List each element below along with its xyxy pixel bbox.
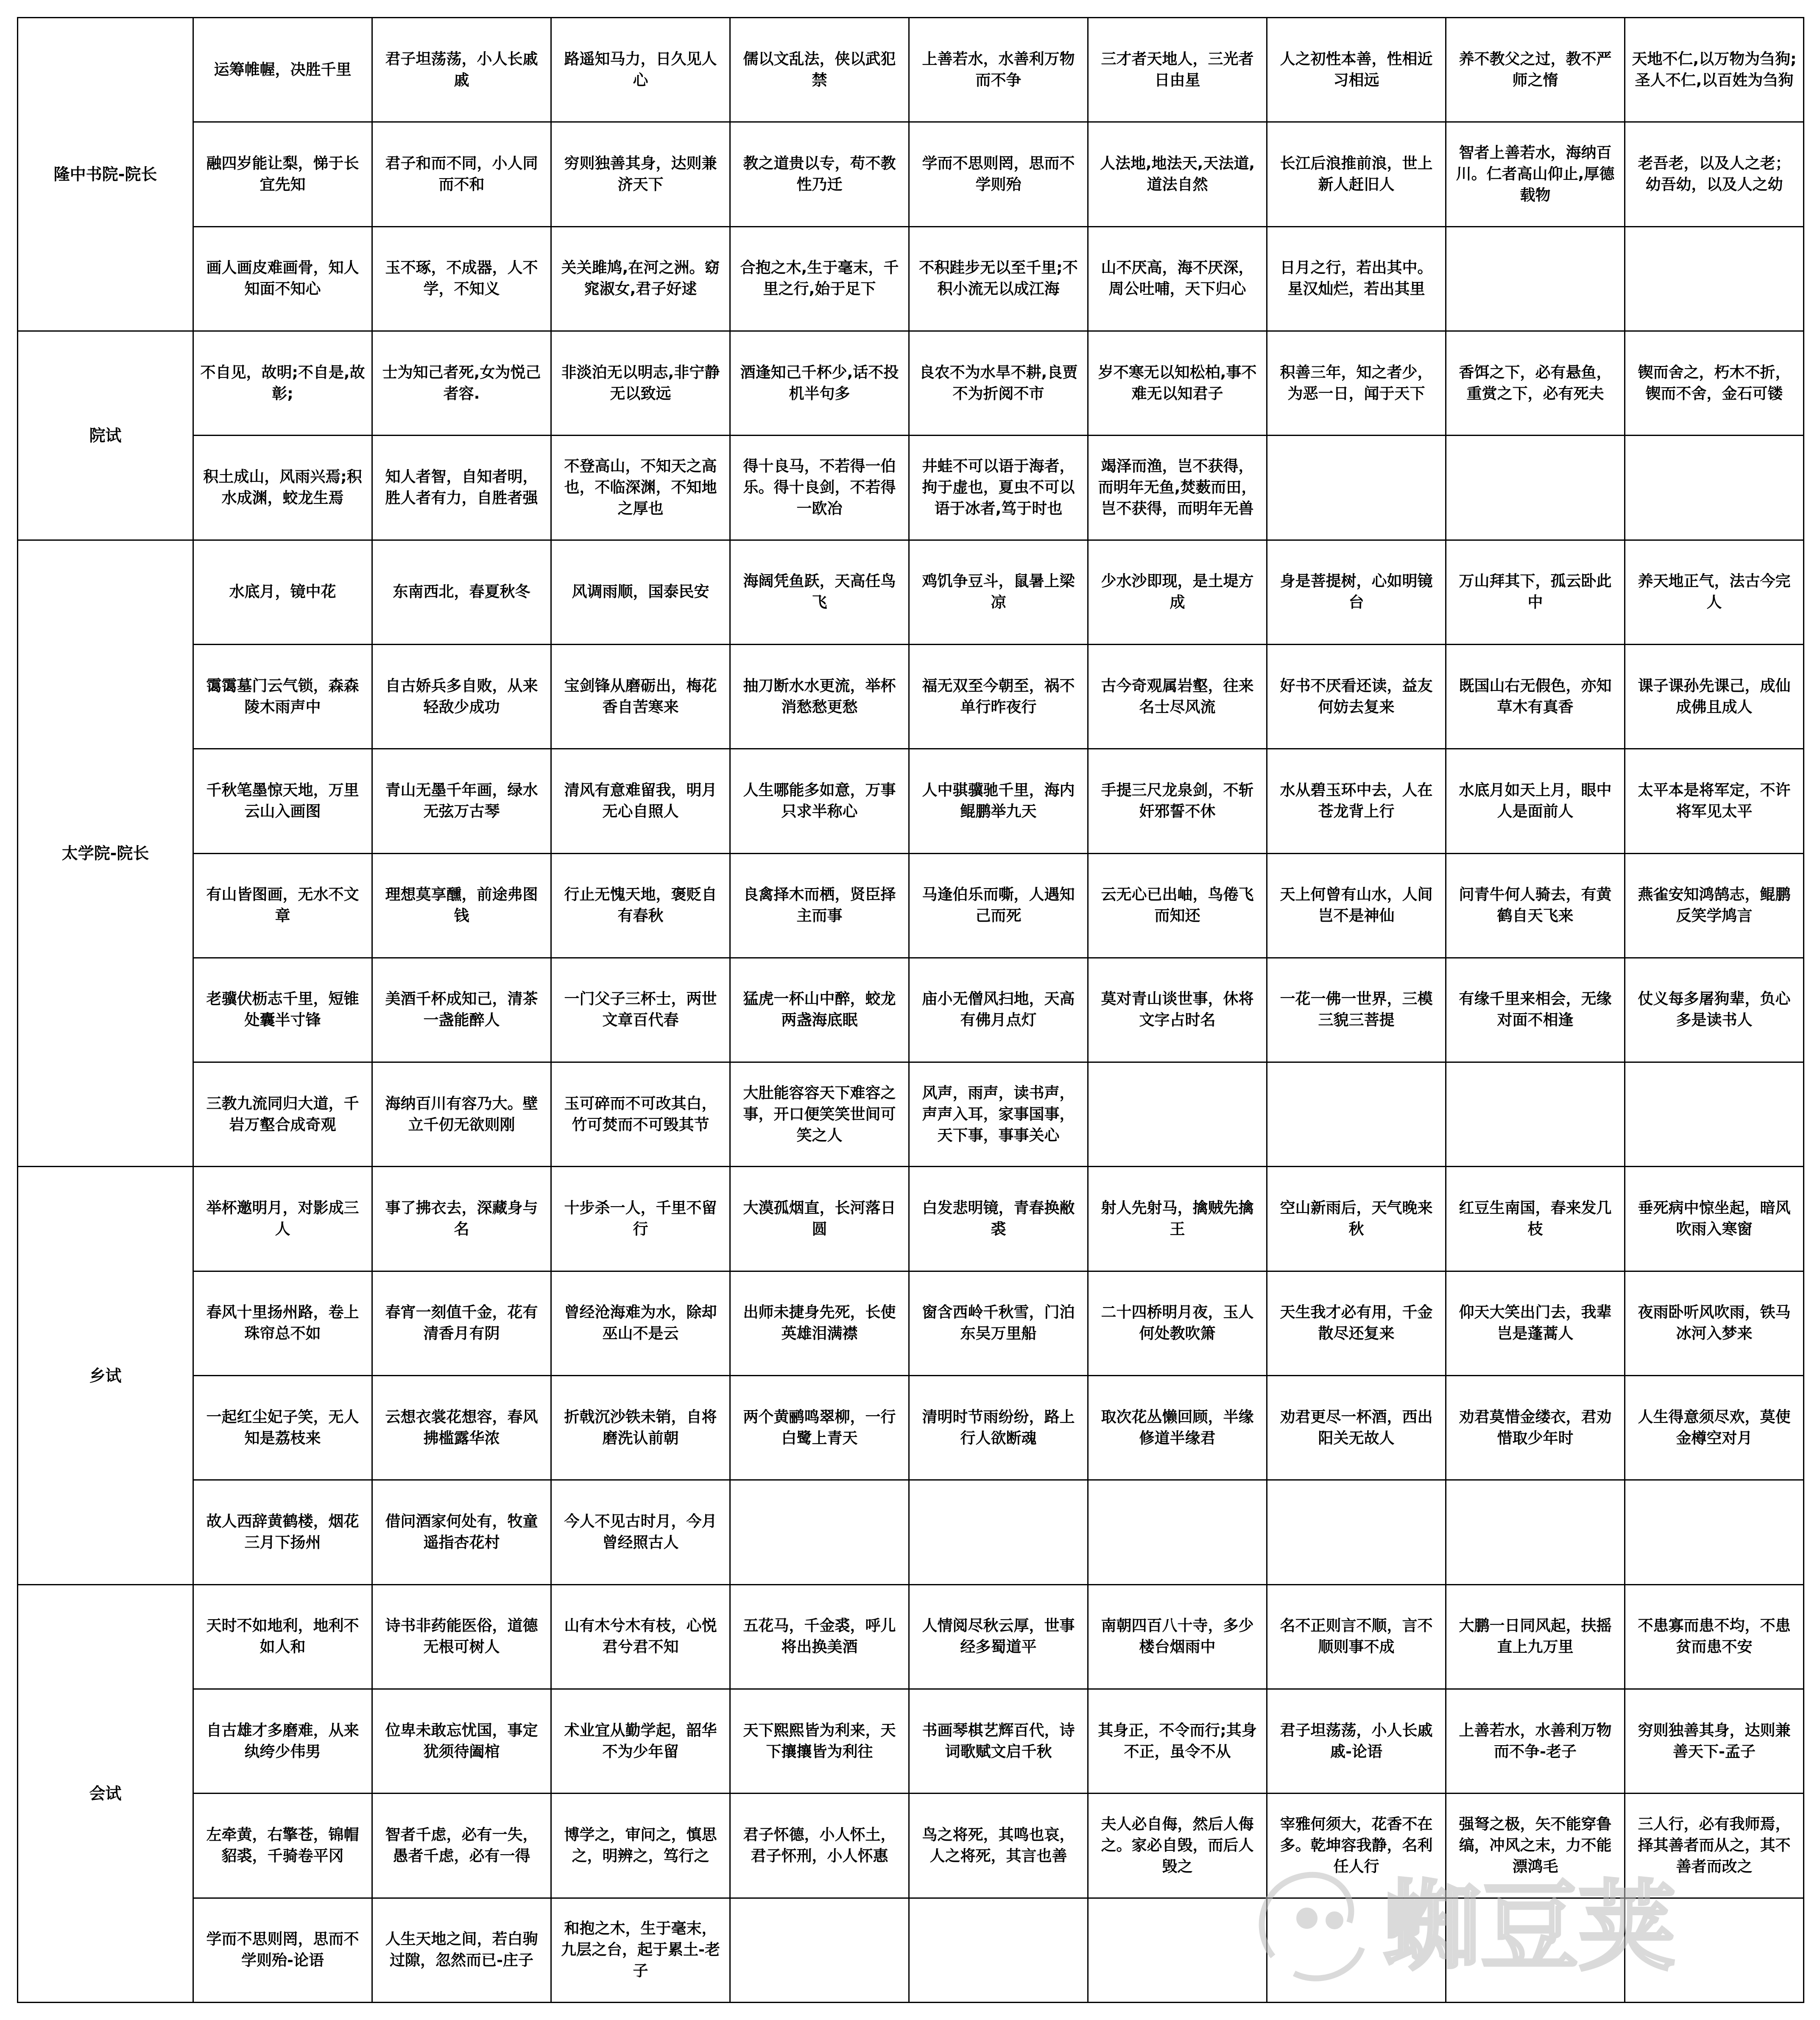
table-cell: 天上何曾有山水，人间岂不是神仙 xyxy=(1267,853,1446,958)
table-cell: 宰雅何须大，花香不在多。乾坤容我静，名利任人行 xyxy=(1267,1794,1446,1898)
table-cell xyxy=(730,1898,909,2002)
table-row xyxy=(18,436,1804,540)
table-cell: 海阔凭鱼跃，天高任鸟飞 xyxy=(730,540,909,644)
table-cell: 东南西北，春夏秋冬 xyxy=(372,540,551,644)
table-cell: 五花马，千金裘，呼儿将出换美酒 xyxy=(730,1584,909,1689)
table-cell: 十步杀一人，千里不留行 xyxy=(551,1167,730,1271)
table-row xyxy=(18,1480,1804,1584)
table-cell: 天时不如地利，地利不如人和 xyxy=(193,1584,372,1689)
table-cell: 太平本是将军定，不许将军见太平 xyxy=(1625,749,1804,853)
table-cell xyxy=(1625,1062,1804,1167)
table-cell xyxy=(1088,1480,1267,1584)
table-cell: 穷则独善其身，达则兼善天下-孟子 xyxy=(1625,1689,1804,1794)
table-cell: 垂死病中惊坐起，暗风吹雨入寒窗 xyxy=(1625,1167,1804,1271)
table-cell: 仰天大笑出门去，我辈岂是蓬蒿人 xyxy=(1446,1271,1625,1375)
table-cell xyxy=(1446,1480,1625,1584)
table-cell: 玉可碎而不可改其白，竹可焚而不可毁其节 xyxy=(551,1062,730,1167)
table-cell: 酒逢知己千杯少,话不投机半句多 xyxy=(730,331,909,435)
table-cell: 长江后浪推前浪，世上新人赶旧人 xyxy=(1267,122,1446,226)
table-cell: 君子怀德，小人怀土，君子怀刑，小人怀惠 xyxy=(730,1794,909,1898)
table-row xyxy=(18,749,1804,853)
table-cell: 锲而舍之，朽木不折，锲而不舍，金石可镂 xyxy=(1625,331,1804,435)
table-cell: 射人先射马，擒贼先擒王 xyxy=(1088,1167,1267,1271)
table-cell: 不积跬步无以至千里;不积小流无以成江海 xyxy=(909,226,1088,331)
table-cell: 左牵黄，右擎苍，锦帽貂裘，千骑卷平冈 xyxy=(193,1794,372,1898)
section-label: 院试 xyxy=(18,331,193,540)
table-cell: 马逢伯乐而嘶，人遇知己而死 xyxy=(909,853,1088,958)
table-cell: 竭泽而渔，岂不获得，而明年无鱼,焚薮而田，岂不获得，而明年无兽 xyxy=(1088,436,1267,540)
table-cell: 不登高山，不知天之高也，不临深渊，不知地之厚也 xyxy=(551,436,730,540)
table-cell: 大漠孤烟直，长河落日圆 xyxy=(730,1167,909,1271)
table-cell: 福无双至今朝至，祸不单行昨夜行 xyxy=(909,644,1088,749)
table-cell: 三人行，必有我师焉，择其善者而从之，其不善者而改之 xyxy=(1625,1794,1804,1898)
table-cell: 三才者天地人，三光者日由星 xyxy=(1088,18,1267,122)
table-cell: 夜雨卧听风吹雨，铁马冰河入梦来 xyxy=(1625,1271,1804,1375)
table-cell: 燕雀安知鸿鹄志，鲲鹏反笑学鸠言 xyxy=(1625,853,1804,958)
table-cell: 清明时节雨纷纷，路上行人欲断魂 xyxy=(909,1376,1088,1480)
table-cell: 君子坦荡荡，小人长戚戚 xyxy=(372,18,551,122)
table-cell xyxy=(1625,1898,1804,2002)
table-cell: 积土成山，风雨兴焉;积水成渊，蛟龙生焉 xyxy=(193,436,372,540)
table-cell: 庙小无僧风扫地，天高有佛月点灯 xyxy=(909,958,1088,1062)
table-cell: 好书不厌看还读，益友何妨去复来 xyxy=(1267,644,1446,749)
table-cell: 自古雄才多磨难，从来纨绔少伟男 xyxy=(193,1689,372,1794)
table-cell xyxy=(1267,1898,1446,2002)
table-cell: 知人者智，自知者明，胜人者有力，自胜者强 xyxy=(372,436,551,540)
table-cell: 两个黄鹂鸣翠柳，一行白鹭上青天 xyxy=(730,1376,909,1480)
table-cell: 问青牛何人骑去，有黄鹤自天飞来 xyxy=(1446,853,1625,958)
table-cell: 手提三尺龙泉剑，不斩奸邪誓不休 xyxy=(1088,749,1267,853)
table-cell: 学而不思则罔，思而不学则殆-论语 xyxy=(193,1898,372,2002)
table-cell: 一花一佛一世界，三模三貌三菩提 xyxy=(1267,958,1446,1062)
table-cell: 理想莫享醺，前途弗图钱 xyxy=(372,853,551,958)
table-row xyxy=(18,958,1804,1062)
table-cell xyxy=(1625,436,1804,540)
table-cell: 智者上善若水，海纳百川。仁者高山仰止,厚德载物 xyxy=(1446,122,1625,226)
table-cell: 少水沙即现，是土堤方成 xyxy=(1088,540,1267,644)
table-cell: 山不厌高，海不厌深，周公吐哺，天下归心 xyxy=(1088,226,1267,331)
table-cell: 关关雎鸠,在河之洲。窈窕淑女,君子好逑 xyxy=(551,226,730,331)
table-row xyxy=(18,1689,1804,1794)
table-cell: 行止无愧天地，褒贬自有春秋 xyxy=(551,853,730,958)
table-cell: 学而不思则罔，思而不学则殆 xyxy=(909,122,1088,226)
table-cell: 一起红尘妃子笑，无人知是荔枝来 xyxy=(193,1376,372,1480)
table-row xyxy=(18,1898,1804,2002)
table-cell: 儒以文乱法，侠以武犯禁 xyxy=(730,18,909,122)
table-cell: 人情阅尽秋云厚，世事经多蜀道平 xyxy=(909,1584,1088,1689)
table-cell xyxy=(909,1898,1088,2002)
table-cell: 一门父子三杯士，两世文章百代春 xyxy=(551,958,730,1062)
table-cell: 合抱之木,生于毫末，千里之行,始于足下 xyxy=(730,226,909,331)
table-cell xyxy=(1267,1062,1446,1167)
section-label: 乡试 xyxy=(18,1167,193,1584)
table-cell: 今人不见古时月，今月曾经照古人 xyxy=(551,1480,730,1584)
table-cell: 风调雨顺，国泰民安 xyxy=(551,540,730,644)
table-cell: 身是菩提树，心如明镜台 xyxy=(1267,540,1446,644)
table-row xyxy=(18,1271,1804,1375)
table-cell: 春风十里扬州路，卷上珠帘总不如 xyxy=(193,1271,372,1375)
table-cell: 天地不仁,以万物为刍狗;圣人不仁,以百姓为刍狗 xyxy=(1625,18,1804,122)
table-cell xyxy=(1446,1898,1625,2002)
table-cell: 养不教父之过，教不严师之惰 xyxy=(1446,18,1625,122)
table-cell: 上善若水，水善利万物而不争-老子 xyxy=(1446,1689,1625,1794)
table-cell: 得十良马，不若得一伯乐。得十良剑，不若得一欧冶 xyxy=(730,436,909,540)
table-cell: 上善若水，水善利万物而不争 xyxy=(909,18,1088,122)
table-cell: 老骥伏枥志千里，短锥处囊半寸锋 xyxy=(193,958,372,1062)
table-cell: 曾经沧海难为水，除却巫山不是云 xyxy=(551,1271,730,1375)
table-cell: 鸟之将死，其鸣也哀，人之将死，其言也善 xyxy=(909,1794,1088,1898)
table-row xyxy=(18,1584,1804,1689)
table-cell: 水底月如天上月，眼中人是面前人 xyxy=(1446,749,1625,853)
table-cell: 人中骐骥驰千里，海内鲲鹏举九天 xyxy=(909,749,1088,853)
table-cell: 位卑未敢忘忧国，事定犹须待阖棺 xyxy=(372,1689,551,1794)
section-label: 太学院-院长 xyxy=(18,540,193,1167)
table-cell xyxy=(1088,1898,1267,2002)
table-cell: 不自见，故明;不自是,故彰; xyxy=(193,331,372,435)
table-cell: 举杯邀明月，对影成三人 xyxy=(193,1167,372,1271)
table-cell xyxy=(1267,436,1446,540)
table-cell: 君子和而不同，小人同而不和 xyxy=(372,122,551,226)
watermark-text: 蜘豆荚 xyxy=(1383,1871,1676,1984)
table-row xyxy=(18,226,1804,331)
table-cell: 事了拂衣去，深藏身与名 xyxy=(372,1167,551,1271)
table-cell: 香饵之下，必有悬鱼，重赏之下，必有死夫 xyxy=(1446,331,1625,435)
table-cell: 智者千虑，必有一失，愚者千虑，必有一得 xyxy=(372,1794,551,1898)
table-cell: 名不正则言不顺，言不顺则事不成 xyxy=(1267,1584,1446,1689)
table-row xyxy=(18,1062,1804,1167)
table-cell: 千秋笔墨惊天地，万里云山入画图 xyxy=(193,749,372,853)
table-cell: 日月之行，若出其中。星汉灿烂，若出其里 xyxy=(1267,226,1446,331)
table-cell xyxy=(730,1480,909,1584)
table-cell: 莫对青山谈世事，休将文字占时名 xyxy=(1088,958,1267,1062)
table-cell: 诗书非药能医俗，道德无根可树人 xyxy=(372,1584,551,1689)
table-cell: 借问酒家何处有，牧童遥指杏花村 xyxy=(372,1480,551,1584)
table-cell: 博学之，审问之，慎思之，明辨之，笃行之 xyxy=(551,1794,730,1898)
table-row xyxy=(18,122,1804,226)
couplet-table xyxy=(17,17,1804,2003)
table-cell: 有山皆图画，无水不文章 xyxy=(193,853,372,958)
table-cell: 其身正，不令而行;其身不正，虽令不从 xyxy=(1088,1689,1267,1794)
table-cell: 强弩之极，矢不能穿鲁缟，冲风之末，力不能漂鸿毛 xyxy=(1446,1794,1625,1898)
table-cell: 红豆生南国，春来发几枝 xyxy=(1446,1167,1625,1271)
table-cell: 取次花丛懒回顾，半缘修道半缘君 xyxy=(1088,1376,1267,1480)
table-cell: 既国山右无假色，亦知草木有真香 xyxy=(1446,644,1625,749)
table-cell: 出师未捷身先死，长使英雄泪满襟 xyxy=(730,1271,909,1375)
table-cell: 水底月，镜中花 xyxy=(193,540,372,644)
table-cell: 老吾老，以及人之老；幼吾幼，以及人之幼 xyxy=(1625,122,1804,226)
table-cell: 君子坦荡荡，小人长戚戚-论语 xyxy=(1267,1689,1446,1794)
table-cell: 夫人必自侮，然后人侮之。家必自毁，而后人毁之 xyxy=(1088,1794,1267,1898)
table-cell: 不患寡而患不均，不患贫而患不安 xyxy=(1625,1584,1804,1689)
table-cell: 折戟沉沙铁未销，自将磨洗认前朝 xyxy=(551,1376,730,1480)
table-row xyxy=(18,1376,1804,1480)
table-cell: 霭霭墓门云气锁，森森陵木雨声中 xyxy=(193,644,372,749)
table-cell: 白发悲明镜，青春换敝裘 xyxy=(909,1167,1088,1271)
table-cell: 劝君更尽一杯酒，西出阳关无故人 xyxy=(1267,1376,1446,1480)
table-cell: 养天地正气，法古今完人 xyxy=(1625,540,1804,644)
table-cell: 二十四桥明月夜，玉人何处教吹箫 xyxy=(1088,1271,1267,1375)
table-cell: 空山新雨后，天气晚来秋 xyxy=(1267,1167,1446,1271)
table-cell: 课子课孙先课己，成仙成佛且成人 xyxy=(1625,644,1804,749)
table-cell: 云想衣裳花想容，春风拂槛露华浓 xyxy=(372,1376,551,1480)
table-cell: 南朝四百八十寺，多少楼台烟雨中 xyxy=(1088,1584,1267,1689)
table-cell: 人生哪能多如意，万事只求半称心 xyxy=(730,749,909,853)
table-cell: 人之初性本善，性相近习相远 xyxy=(1267,18,1446,122)
table-cell xyxy=(1625,1480,1804,1584)
table-cell: 山有木兮木有枝，心悦君兮君不知 xyxy=(551,1584,730,1689)
table-cell xyxy=(1446,226,1625,331)
table-cell xyxy=(1267,1480,1446,1584)
table-row xyxy=(18,644,1804,749)
table-cell: 玉不琢，不成器，人不学，不知义 xyxy=(372,226,551,331)
table-cell: 三教九流同归大道，千岩万壑合成奇观 xyxy=(193,1062,372,1167)
table-cell: 良禽择木而栖，贤臣择主而事 xyxy=(730,853,909,958)
table-cell: 鸡饥争豆斗，鼠暑上梁凉 xyxy=(909,540,1088,644)
table-cell: 非淡泊无以明志,非宁静无以致远 xyxy=(551,331,730,435)
section-label: 隆中书院-院长 xyxy=(18,18,193,331)
section-label: 会试 xyxy=(18,1584,193,2002)
table-cell: 青山无墨千年画，绿水无弦万古琴 xyxy=(372,749,551,853)
table-cell: 风声，雨声，读书声，声声入耳，家事国事，天下事，事事关心 xyxy=(909,1062,1088,1167)
table-cell: 士为知己者死,女为悦己者容. xyxy=(372,331,551,435)
table-cell: 云无心已出岫，鸟倦飞而知还 xyxy=(1088,853,1267,958)
table-cell: 术业宜从勤学起，韶华不为少年留 xyxy=(551,1689,730,1794)
table-cell: 春宵一刻值千金，花有清香月有阴 xyxy=(372,1271,551,1375)
table-cell: 画人画皮难画骨，知人知面不知心 xyxy=(193,226,372,331)
table-cell: 书画琴棋艺辉百代，诗词歌赋文启千秋 xyxy=(909,1689,1088,1794)
table-cell: 水从碧玉环中去，人在苍龙背上行 xyxy=(1267,749,1446,853)
table-cell: 抽刀断水水更流，举杯消愁愁更愁 xyxy=(730,644,909,749)
table-cell: 猛虎一杯山中醉，蛟龙两盏海底眠 xyxy=(730,958,909,1062)
table-cell: 故人西辞黄鹤楼，烟花三月下扬州 xyxy=(193,1480,372,1584)
table-cell xyxy=(1088,1062,1267,1167)
table-cell xyxy=(1446,1062,1625,1167)
table-row xyxy=(18,1794,1804,1898)
table-cell: 劝君莫惜金缕衣，君劝惜取少年时 xyxy=(1446,1376,1625,1480)
table-cell: 有缘千里来相会，无缘对面不相逢 xyxy=(1446,958,1625,1062)
table-cell: 古今奇观属岩壑，往来名士尽风流 xyxy=(1088,644,1267,749)
table-cell: 宝剑锋从磨砺出，梅花香自苦寒来 xyxy=(551,644,730,749)
table-cell xyxy=(1446,436,1625,540)
table-row xyxy=(18,1167,1804,1271)
table-cell xyxy=(909,1480,1088,1584)
table-cell: 和抱之木，生于毫末，九层之台，起于累土-老子 xyxy=(551,1898,730,2002)
table-cell: 良农不为水旱不耕,良贾不为折阅不市 xyxy=(909,331,1088,435)
table-cell: 大肚能容容天下难容之事，开口便笑笑世间可笑之人 xyxy=(730,1062,909,1167)
table-row xyxy=(18,540,1804,644)
table-cell: 运筹帷幄，决胜千里 xyxy=(193,18,372,122)
table-cell: 积善三年，知之者少，为恶一日，闻于天下 xyxy=(1267,331,1446,435)
table-cell: 美酒千杯成知己，清茶一盏能醉人 xyxy=(372,958,551,1062)
table-cell: 天下熙熙皆为利来，天下攘攘皆为利往 xyxy=(730,1689,909,1794)
table-cell: 人生天地之间，若白驹过隙，忽然而已-庄子 xyxy=(372,1898,551,2002)
table-row xyxy=(18,18,1804,122)
table-cell: 窗含西岭千秋雪，门泊东吴万里船 xyxy=(909,1271,1088,1375)
table-cell xyxy=(1625,226,1804,331)
table-cell: 大鹏一日同风起，扶摇直上九万里 xyxy=(1446,1584,1625,1689)
table-cell: 清风有意难留我，明月无心自照人 xyxy=(551,749,730,853)
table-cell: 人生得意须尽欢，莫使金樽空对月 xyxy=(1625,1376,1804,1480)
table-cell: 井蛙不可以语于海者，拘于虚也，夏虫不可以语于冰者,笃于时也 xyxy=(909,436,1088,540)
table-cell: 海纳百川有容乃大。壁立千仞无欲则刚 xyxy=(372,1062,551,1167)
table-cell: 万山拜其下，孤云卧此中 xyxy=(1446,540,1625,644)
table-cell: 路遥知马力，日久见人心 xyxy=(551,18,730,122)
table-cell: 岁不寒无以知松柏,事不难无以知君子 xyxy=(1088,331,1267,435)
table-cell: 融四岁能让梨，悌于长宜先知 xyxy=(193,122,372,226)
table-cell: 人法地,地法天,天法道,道法自然 xyxy=(1088,122,1267,226)
table-cell: 天生我才必有用，千金散尽还复来 xyxy=(1267,1271,1446,1375)
table-cell: 穷则独善其身，达则兼济天下 xyxy=(551,122,730,226)
table-row xyxy=(18,853,1804,958)
table-cell: 自古娇兵多自败，从来轻敌少成功 xyxy=(372,644,551,749)
table-cell: 教之道贵以专，苟不教性乃迁 xyxy=(730,122,909,226)
table-cell: 仗义每多屠狗辈，负心多是读书人 xyxy=(1625,958,1804,1062)
table-row xyxy=(18,331,1804,435)
